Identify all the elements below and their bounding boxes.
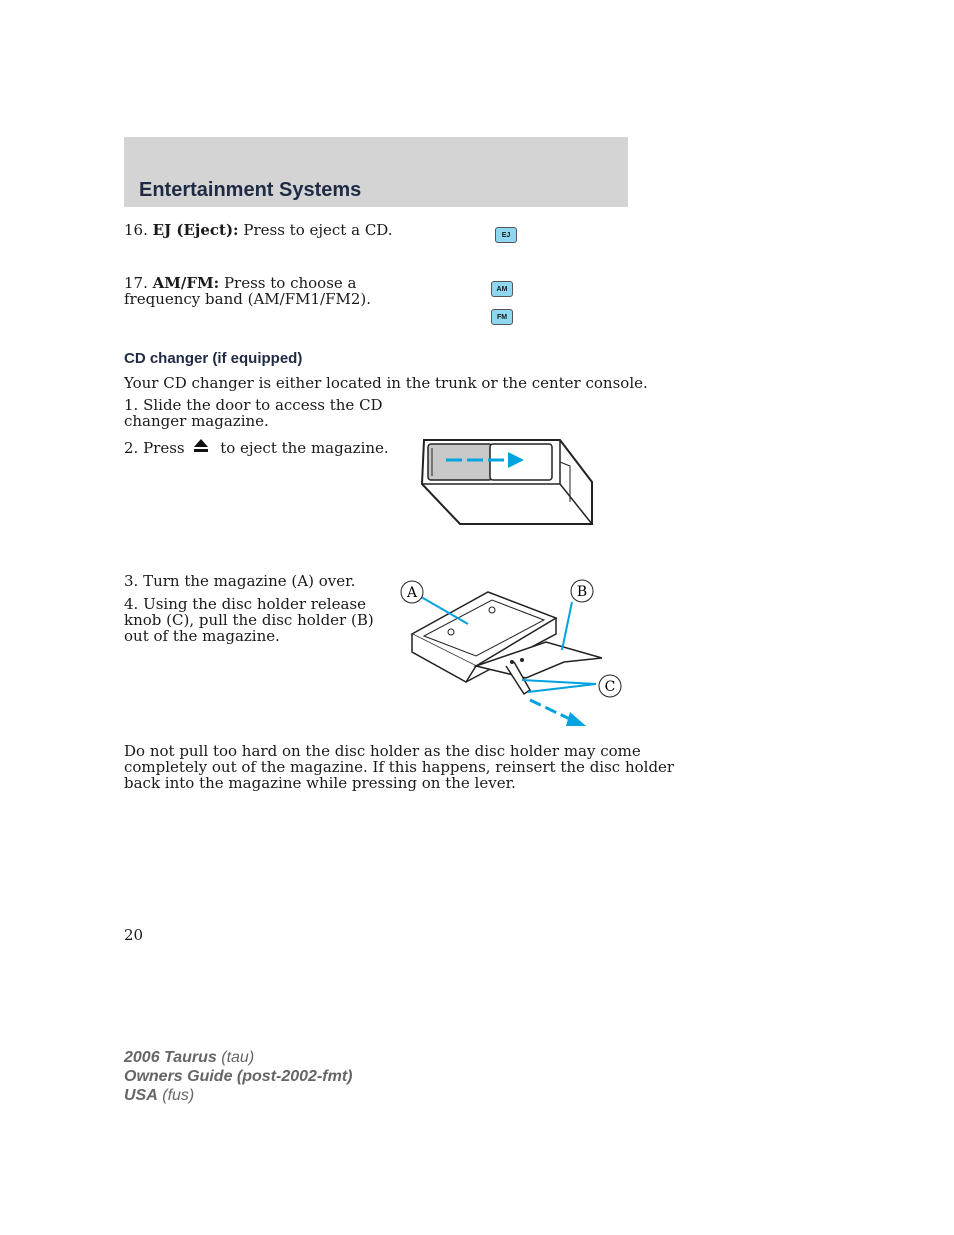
step-2: 2. Press to eject the magazine. [124,439,389,457]
step-4: 4. Using the disc holder release knob (C), pull the disc holder (B) out of the magazine. [124,595,374,645]
eject-button[interactable]: EJ [495,227,517,243]
callout-b: B [576,584,588,600]
magazine-illustration [396,574,628,734]
eject-icon [191,438,211,454]
callout-a: A [406,585,418,601]
item-amfm: 17. AM/FM: Press to choose a frequency band (AM/FM1/FM2). [124,274,372,308]
am-button[interactable]: AM [491,281,513,297]
step-1: 1. Slide the door to access the CD changer magazine. [124,396,383,430]
page-number: 20 [124,926,144,944]
cd-changer-intro: Your CD changer is either located in the trunk or the center console. [124,374,648,392]
cd-changer-illustration [410,432,606,532]
fm-button[interactable]: FM [491,309,513,325]
item-eject: 16. EJ (Eject): Press to eject a CD. [124,221,393,239]
document-footer: 2006 Taurus (tau) Owners Guide (post-2002-fmt) USA (fus) [124,1049,353,1104]
cd-changer-heading: CD changer (if equipped) [124,350,303,367]
section-header [124,137,628,207]
warning-paragraph: Do not pull too hard on the disc holder as the disc holder may come completely out of the magazine. If this happens, reinsert the disc holder back into the magazine while pressing on the lever. [124,742,675,792]
section-title: Entertainment Systems [139,179,362,201]
step-3: 3. Turn the magazine (A) over. [124,572,356,590]
magazine-door [428,444,492,480]
callout-c: C [604,679,616,695]
pull-arrow-icon [566,712,586,726]
